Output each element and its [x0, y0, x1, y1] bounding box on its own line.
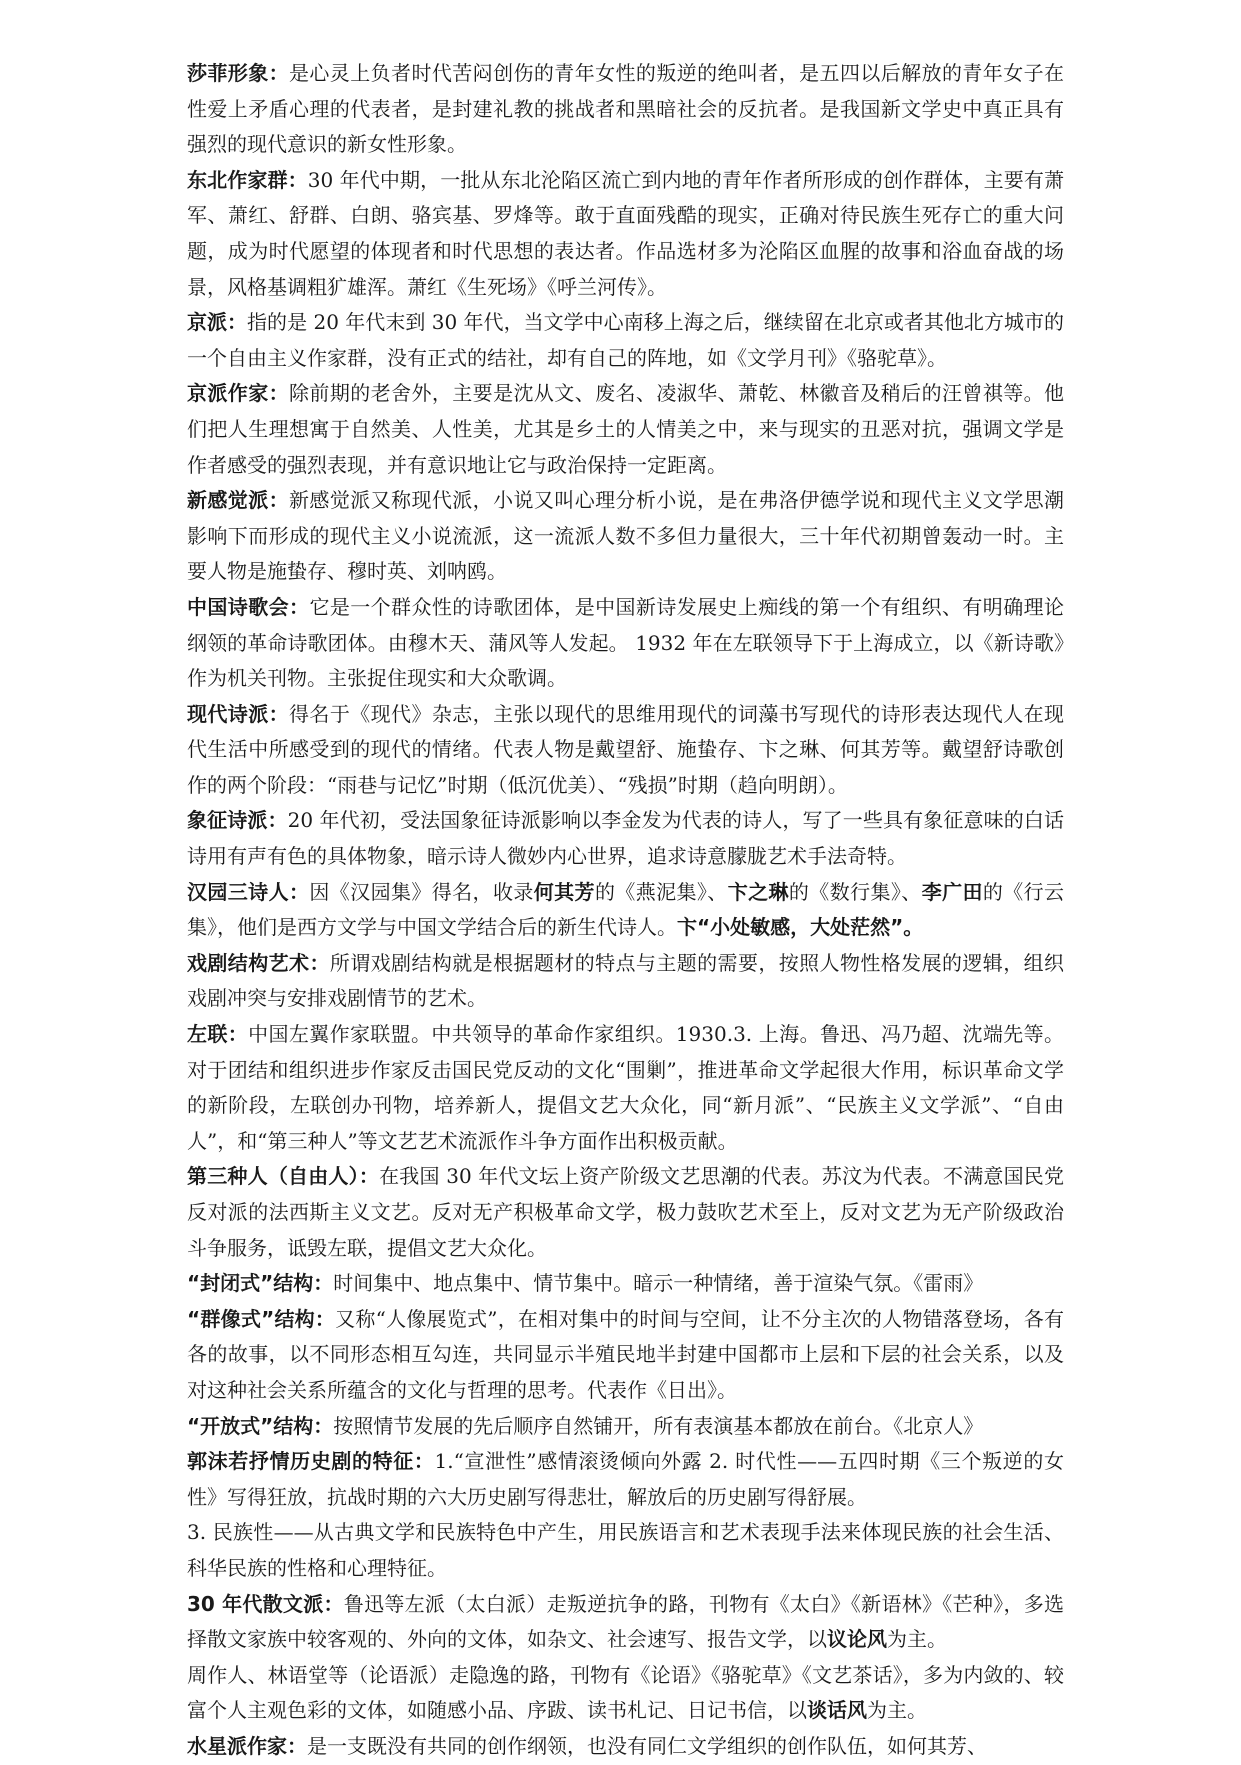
entry-paragraph	[187, 483, 1064, 590]
entry-text: 20 年代初，受法国象征诗派影响以李金发为代表的诗人，写了一些具有象征意味的白话诗用有声有色的具体物象，暗示诗人微妙内心世界，追求诗意朦胧艺术手法奇特。	[187, 808, 1065, 869]
term-separator: ：	[323, 1591, 344, 1616]
term-separator: ：	[309, 950, 330, 975]
emphasis-text: 李广田	[921, 879, 983, 904]
emphasis-text: 谈话风	[807, 1698, 867, 1723]
term-separator: ：	[413, 1449, 435, 1474]
entry-paragraph	[187, 875, 1064, 946]
entry-text: 为主。	[867, 1698, 927, 1723]
emphasis-text: 卞之琳	[727, 879, 789, 904]
entry-term: 象征诗派	[187, 808, 268, 833]
entry-paragraph	[187, 697, 1064, 804]
entry-text: 在我国 30 年代文坛上资产阶级文艺思潮的代表。苏汶为代表。不满意国民党反对派的法西斯主义文艺。反对无产积极革命文学，极力鼓吹艺术至上，反对文艺为无产阶级政治斗争服务，诋毁左联，提倡文艺大众化。	[187, 1164, 1065, 1260]
entry-paragraph	[187, 1658, 1064, 1729]
entry-paragraph	[187, 946, 1064, 1017]
entry-term: 东北作家群	[187, 167, 288, 192]
entry-term: 现代诗派	[187, 701, 269, 726]
term-separator: ：	[268, 701, 290, 726]
entry-term: 水星派作家	[187, 1733, 287, 1758]
term-separator: ：	[313, 1271, 334, 1296]
document-page	[187, 56, 1064, 1765]
emphasis-text: 卞“小处敏感，大处茫然”。	[677, 915, 924, 940]
entry-paragraph	[187, 1266, 1064, 1302]
term-separator: ：	[267, 808, 288, 833]
entry-text: 按照情节发展的先后顺序自然铺开，所有表演基本都放在前台。《北京人》	[333, 1413, 984, 1438]
entry-term: 京派	[187, 310, 228, 335]
term-separator: ：	[287, 167, 308, 192]
entry-paragraph	[187, 1587, 1064, 1658]
entry-paragraph	[187, 1444, 1064, 1515]
entry-term: 郭沫若抒情历史剧的特征	[187, 1449, 414, 1474]
entry-paragraph	[187, 1302, 1064, 1409]
entry-text: 3. 民族性——从古典文学和民族特色中产生，用民族语言和艺术表现手法来体现民族的社会生活、科华民族的性格和心理特征。	[187, 1520, 1064, 1580]
entry-text: 的《行云集》，他们是西方文学与中国文学结合后的新生代诗人。	[187, 879, 1065, 940]
entry-paragraph	[187, 803, 1064, 874]
entry-paragraph	[187, 305, 1064, 376]
entry-term: 莎菲形象	[187, 61, 269, 85]
entry-term: 戏剧结构艺术	[187, 950, 310, 975]
entry-text: 是一支既没有共同的创作纲领，也没有同仁文学组织的创作队伍，如何其芳、	[307, 1733, 987, 1758]
term-separator: ：	[227, 1022, 249, 1047]
entry-term: 左联	[187, 1022, 228, 1047]
entry-text: 又称“人像展览式”，在相对集中的时间与空间，让不分主次的人物错落登场，各有各的故事，以不同形态相互勾连，共同显示半殖民地半封建中国都市上层和下层的社会关系，以及对这种社会关系所蕴含的文化与哲理的思考。代表作《日出》。	[187, 1306, 1064, 1402]
entry-term: “群像式”结构	[187, 1306, 315, 1331]
entry-text: 30 年代中期，一批从东北沦陷区流亡到内地的青年作者所形成的创作群体，主要有萧军、萧红、舒群、白朗、骆宾基、罗烽等。敢于直面残酷的现实，正确对待民族生死存亡的重大问题，成为时代愿望的体现者和时代思想的表达者。作品选材多为沦陷区血腥的故事和浴血奋战的场景，风格基调粗犷雄浑。萧红《生死场》《呼兰河传》。	[187, 167, 1065, 299]
entry-term: 新感觉派	[187, 488, 269, 513]
term-separator: ：	[288, 879, 310, 904]
entry-text: 因《汉园集》得名，收录	[309, 879, 534, 904]
entry-paragraph	[187, 590, 1064, 697]
term-separator: ：	[287, 1733, 307, 1758]
entry-text: 的《数行集》、	[788, 879, 922, 904]
entry-term: 30 年代散文派	[187, 1591, 324, 1616]
entry-paragraph	[187, 1515, 1064, 1586]
entry-text: 得名于《现代》杂志，主张以现代的思维用现代的词藻书写现代的诗形表达现代人在现代生活中所感受到的现代的情绪。代表人物是戴望舒、施蛰存、卞之琳、何其芳等。戴望舒诗歌创作的两个阶段：“雨巷与记忆”时期（低沉优美）、“残损”时期（趋向明朗）。	[187, 701, 1065, 797]
entry-paragraph	[187, 1729, 1064, 1765]
entry-term: “封闭式”结构	[187, 1271, 314, 1296]
entry-term: 京派作家	[187, 381, 269, 406]
entry-text: 周作人、林语堂等（论语派）走隐逸的路，刊物有《论语》《骆驼草》《文艺茶话》，多为内敛的、较富个人主观色彩的文体，如随感小品、序跋、读书札记、日记书信，以	[187, 1662, 1064, 1723]
entry-text: 除前期的老舍外，主要是沈从文、废名、凌淑华、萧乾、林徽音及稍后的汪曾祺等。他们把人生理想寓于自然美、人性美，尤其是乡土的人情美之中，来与现实的丑恶对抗，强调文学是作者感受的强烈表现，并有意识地让它与政治保持一定距离。	[187, 381, 1065, 477]
entry-paragraph	[187, 1159, 1064, 1266]
entry-text: 是心灵上负者时代苦闷创伤的青年女性的叛逆的绝叫者，是五四以后解放的青年女子在性爱上矛盾心理的代表者，是封建礼教的挑战者和黑暗社会的反抗者。是我国新文学史中真正具有强烈的现代意识的新女性形象。	[187, 61, 1065, 157]
entry-paragraph	[187, 1017, 1064, 1159]
entry-term: 汉园三诗人	[187, 879, 289, 904]
term-separator: ：	[358, 1164, 380, 1189]
term-separator: ：	[268, 381, 290, 406]
term-separator: ：	[227, 310, 248, 335]
entry-paragraph	[187, 163, 1064, 305]
term-separator: ：	[313, 1413, 334, 1438]
entry-paragraph	[187, 56, 1064, 163]
term-separator: ：	[268, 488, 290, 513]
entry-term: 第三种人（自由人）	[187, 1164, 359, 1189]
entry-text: 1.“宣泄性”感情滚烫倾向外露 2. 时代性——五四时期《三个叛逆的女性》写得狂放，抗战时期的六大历史剧写得悲壮，解放后的历史剧写得舒展。	[187, 1449, 1065, 1509]
entry-text: 的《燕泥集》、	[594, 879, 728, 904]
term-separator: ：	[314, 1306, 336, 1331]
entry-text: 新感觉派又称现代派，小说又叫心理分析小说，是在弗洛伊德学说和现代主义文学思潮影响下而形成的现代主义小说流派，这一流派人数不多但力量很大，三十年代初期曾轰动一时。主要人物是施蛰存、穆时英、刘呐鸥。	[187, 488, 1065, 584]
term-separator: ：	[268, 61, 290, 85]
entry-term: 中国诗歌会	[187, 594, 290, 619]
entry-text: 时间集中、地点集中、情节集中。暗示一种情绪，善于渲染气氛。《雷雨》	[333, 1271, 984, 1296]
emphasis-text: 议论风	[827, 1627, 887, 1652]
entry-text: 鲁迅等左派（太白派）走叛逆抗争的路，刊物有《太白》《新语林》《芒种》，多选择散文家族中较客观的、外向的文体，如杂文、社会速写、报告文学，以	[187, 1591, 1065, 1652]
entry-text: 为主。	[887, 1627, 947, 1652]
entry-term: “开放式”结构	[187, 1413, 314, 1438]
entry-paragraph	[187, 376, 1064, 483]
entry-text: 指的是 20 年代末到 30 年代，当文学中心南移上海之后，继续留在北京或者其他北方城市的一个自由主义作家群，没有正式的结社，却有自己的阵地，如《文学月刊》《骆驼草》。	[187, 310, 1064, 370]
emphasis-text: 何其芳	[533, 879, 595, 904]
entry-text: 它是一个群众性的诗歌团体，是中国新诗发展史上痴线的第一个有组织、有明确理论纲领的革命诗歌团体。由穆木天、蒲风等人发起。 1932 年在左联领导下于上海成立，以《新诗歌》作为机关刊物。主张捉住现实和大众歌调。	[187, 594, 1065, 691]
entry-paragraph	[187, 1409, 1064, 1445]
entry-text: 中国左翼作家联盟。中共领导的革命作家组织。1930.3. 上海。鲁迅、冯乃超、沈端先等。对于团结和组织进步作家反击国民党反动的文化“围剿”，推进革命文学起很大作用，标识革命文学的新阶段，左联创办刊物，培养新人，提倡文艺大众化，同“新月派”、“民族主义文学派”、“自由人”，和“第三种人”等文艺艺术流派作斗争方面作出积极贡献。	[187, 1022, 1065, 1153]
entry-text: 所谓戏剧结构就是根据题材的特点与主题的需要，按照人物性格发展的逻辑，组织戏剧冲突与安排戏剧情节的艺术。	[187, 950, 1065, 1011]
term-separator: ：	[289, 594, 310, 619]
